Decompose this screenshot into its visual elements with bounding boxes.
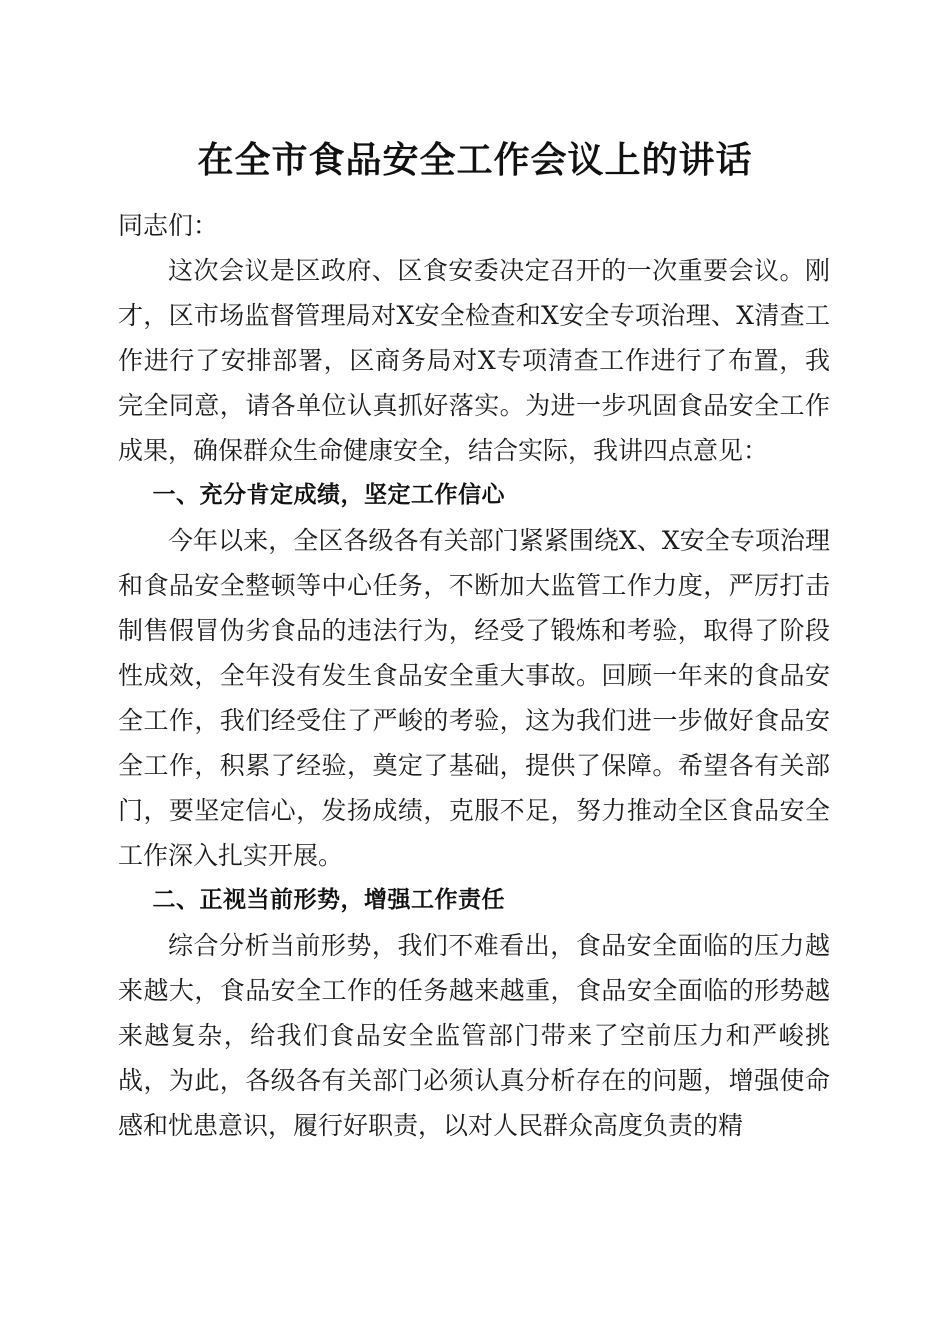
paragraph-intro: 这次会议是区政府、区食安委决定召开的一次重要会议。刚才，区市场监督管理局对X安全检查和X安全专项治理、X清查工作进行了安排部署，区商务局对X专项清查工作进行了布置，我完全同意，请各单位认真抓好落实。为进一步巩固食品安全工作成果，确保群众生命健康安全，结合实际，我讲四点意见： <box>118 256 830 465</box>
section-heading-1: 一、充分肯定成绩，坚定工作信心 <box>152 482 505 508</box>
paragraph-achievements: 今年以来，全区各级各有关部门紧紧围绕X、X安全专项治理和食品安全整顿等中心任务，不断加大监管工作力度，严厉打击制售假冒伪劣食品的违法行为，经受了锻炼和考验，取得了阶段性成效，全年没有发生食品安全重大事故。回顾一年来的食品安全工作，我们经受住了严峻的考验，这为我们进一步做好食品安全工作，积累了经验，奠定了基础，提供了保障。希望各有关部门，要坚定信心，发扬成绩，克服不足，努力推动全区食品安全工作深入扎实开展。 <box>118 526 830 870</box>
document-body <box>118 203 830 1148</box>
salutation: 同志们： <box>118 211 219 240</box>
section-heading-2: 二、正视当前形势，增强工作责任 <box>152 887 505 913</box>
paragraph-situation: 综合分析当前形势，我们不难看出，食品安全面临的压力越来越大，食品安全工作的任务越来越重，食品安全面临的形势越来越复杂，给我们食品安全监管部门带来了空前压力和严峻挑战，为此，各级各有关部门必须认真分析存在的问题，增强使命感和忧患意识，履行好职责，以对人民群众高度负责的精 <box>118 931 830 1140</box>
document-title: 在全市食品安全工作会议上的讲话 <box>197 139 753 181</box>
